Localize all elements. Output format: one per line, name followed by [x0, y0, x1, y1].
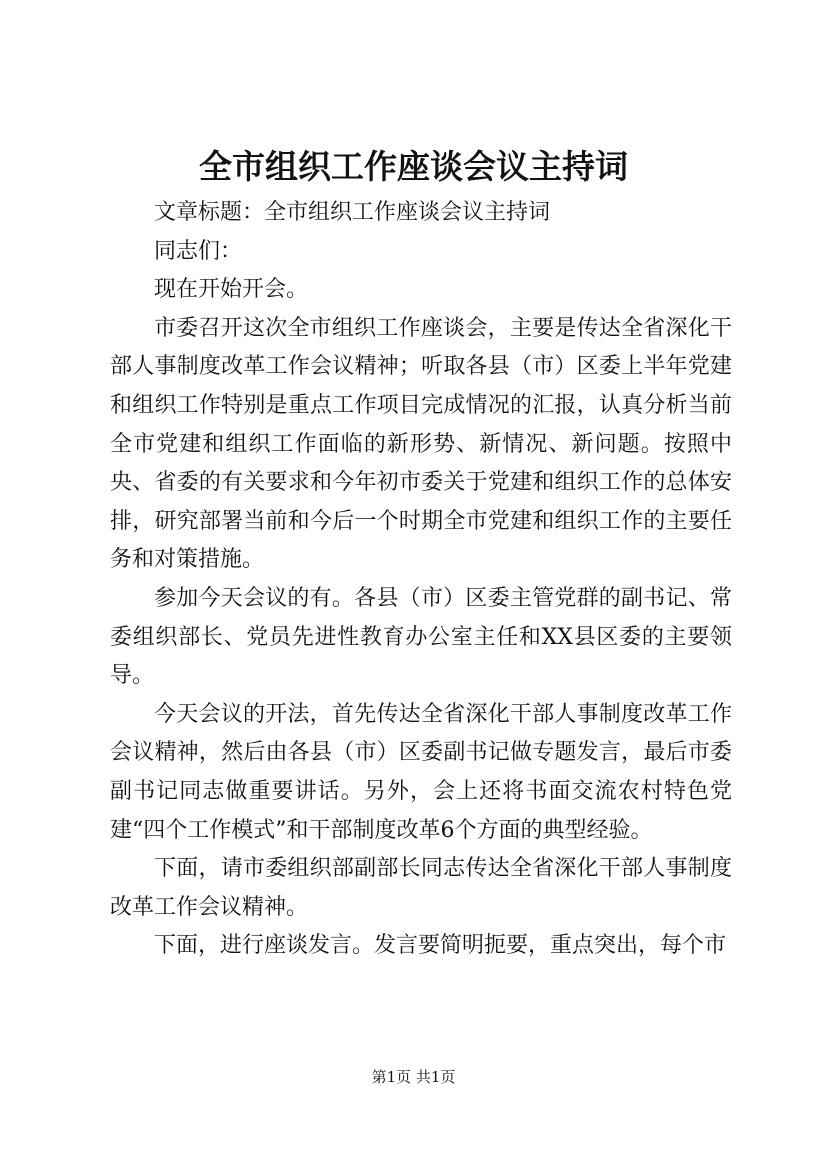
paragraph: 文章标题：全市组织工作座谈会议主持词	[154, 200, 551, 225]
document-body	[110, 194, 732, 966]
paragraph: 下面，请市委组织部副部长同志传达全省深化干部人事制度改革工作会议精神。	[110, 856, 732, 920]
paragraph: 下面，进行座谈发言。发言要简明扼要，重点突出，每个市	[154, 933, 727, 959]
paragraph: 市委召开这次全市组织工作座谈会，主要是传达全省深化干部人事制度改革工作会议精神；听取各县（市）区委上半年党建和组织工作特别是重点工作项目完成情况的汇报，认真分析当前全市党建和组织工作面临的新形势、新情况、新问题。按照中央、省委的有关要求和今年初市委关于党建和组织工作的总体安排，研究部署当前和今后一个时期全市党建和组织工作的主要任务和对策措施。	[110, 315, 732, 573]
document-title: 全市组织工作座谈会议主持词	[199, 147, 628, 186]
paragraph: 参加今天会议的有。各县（市）区委主管党群的副书记、常委组织部长、党员先进性教育办公室主任和XX县区委的主要领导。	[110, 585, 732, 689]
paragraph: 同志们：	[154, 238, 243, 264]
paragraph: 现在开始开会。	[154, 277, 309, 303]
paragraph: 今天会议的开法，首先传达全省深化干部人事制度改革工作会议精神，然后由各县（市）区委副书记做专题发言，最后市委副书记同志做重要讲话。另外，会上还将书面交流农村特色党建“四个工作模式”和干部制度改革6个方面的典型经验。	[110, 701, 732, 843]
page-footer: 第1页 共1页	[371, 1068, 456, 1086]
